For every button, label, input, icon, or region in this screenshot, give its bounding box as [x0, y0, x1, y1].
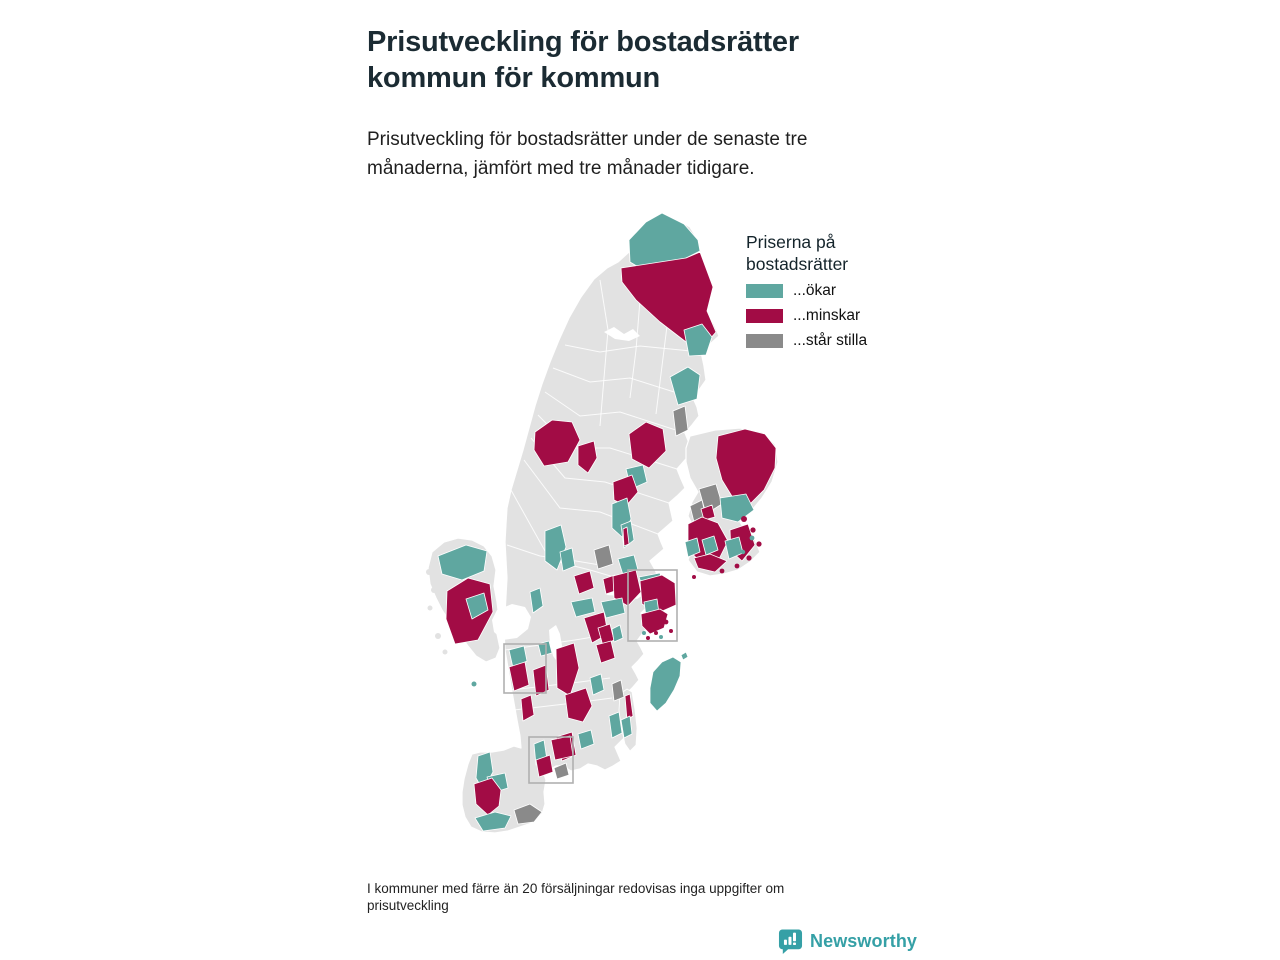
- page-title: Prisutveckling för bostadsrätter kommun för kommun: [367, 26, 799, 95]
- island-dot-down: [720, 569, 725, 574]
- island-dot-down: [741, 516, 747, 522]
- legend-title: Priserna på bostadsrätter: [746, 232, 849, 275]
- newsworthy-wordmark: Newsworthy: [810, 931, 918, 951]
- island-dot-none: [443, 650, 448, 655]
- island-dot-down: [750, 527, 755, 532]
- newsworthy-logo[interactable]: [778, 928, 917, 955]
- island-dot-none: [428, 606, 433, 611]
- newsworthy-icon: [778, 928, 803, 955]
- municipality-patch-down: [551, 736, 573, 760]
- island-dot-none: [435, 633, 441, 639]
- island-dot-down: [746, 555, 751, 560]
- legend-row-okar: [746, 284, 916, 298]
- island-dot-none: [431, 587, 437, 593]
- legend-swatch-down: [746, 309, 783, 323]
- island-dot-down: [735, 564, 740, 569]
- island-dot-down: [692, 575, 696, 579]
- legend-label-flat: ...står stilla: [793, 332, 868, 350]
- island-faro: [681, 652, 688, 660]
- island-dot-none: [426, 569, 432, 575]
- footnote: I kommuner med färre än 20 försäljningar redovisas inga uppgifter om prisutveckling: [367, 880, 785, 914]
- island-dot-down: [664, 620, 669, 625]
- island-dot-down: [654, 631, 658, 635]
- island-dot-up: [659, 635, 663, 639]
- island-dot-down: [669, 629, 673, 633]
- legend-label-down: ...minskar: [793, 307, 861, 325]
- island-dot-down: [646, 636, 650, 640]
- legend-swatch-up: [746, 284, 783, 298]
- island-dot-up: [750, 536, 755, 541]
- legend-row-star-stilla: [746, 334, 916, 348]
- island-gotland: [650, 657, 681, 711]
- municipality-patch-flat: [673, 406, 688, 436]
- map-legend: [746, 231, 916, 359]
- island-dot-up: [741, 550, 745, 554]
- legend-swatch-flat: [746, 334, 783, 348]
- island-dot-up: [642, 631, 646, 635]
- island-dot-up: [472, 682, 477, 687]
- legend-row-minskar: [746, 309, 916, 323]
- island-dot-down: [756, 541, 761, 546]
- page-subtitle: Prisutveckling för bostadsrätter under de senaste tre månaderna, jämfört med tre månader tidigare.: [367, 129, 808, 180]
- legend-label-up: ...ökar: [793, 282, 837, 300]
